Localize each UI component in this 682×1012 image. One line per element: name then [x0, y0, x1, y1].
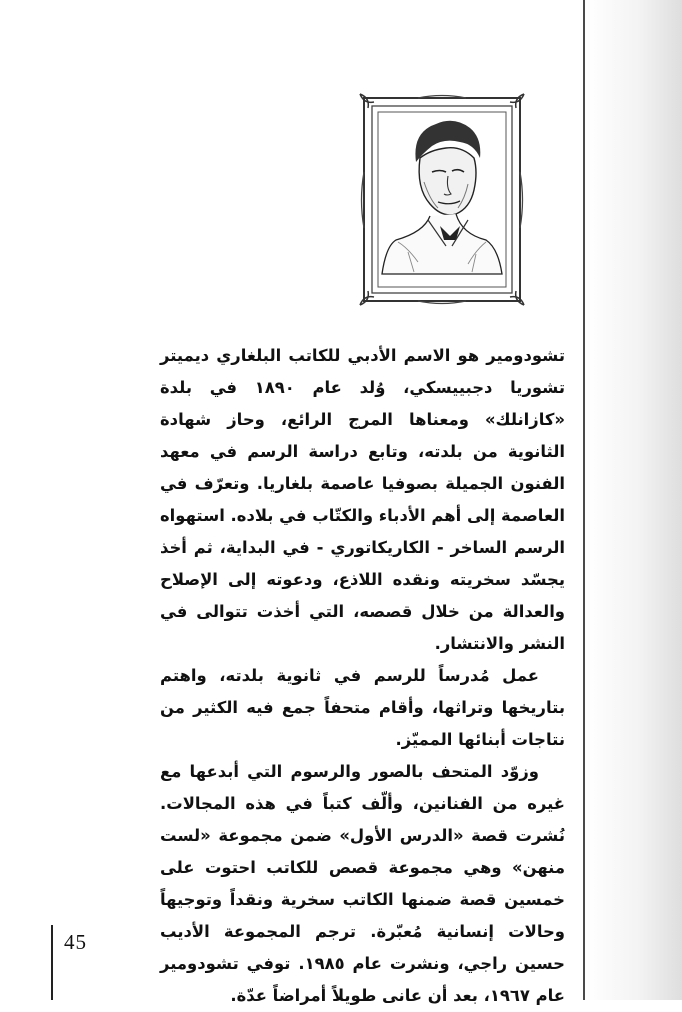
paragraph-3: وزوّد المتحف بالصور والرسوم التي أبدعها مع غيره من الفنانين، وألّف كتباً في هذه المجالات. نُشرت قصة «الدرس الأول» ضمن مجموعة «لست منهن» وهي مجموعة قصص للكاتب احتوت على خمسين قصة ضمنها الكاتب سخرية ونقداً وتوجيهاً وحالات إنسانية مُعبّرة. ترجم المجموعة الأديب حسين راجي، ونشرت عام ١٩٨٥. توفي تشودومير عام ١٩٦٧، بعد أن عانى طويلاً أمراضاً عدّة. — [160, 762, 565, 1005]
page-edge-shadow — [587, 0, 682, 1000]
paragraph-2: عمل مُدرساً للرسم في ثانوية بلدته، واهتم بتاريخها وتراثها، وأقام متحفاً جمع فيه الكثير من نتاجات أبنائها المميّز. — [160, 666, 565, 749]
page-number: 45 — [64, 930, 87, 954]
footer-rule — [51, 925, 53, 1000]
biography-text — [160, 340, 565, 1012]
paragraph-1: تشودومير هو الاسم الأدبي للكاتب البلغاري ديميتر تشوريا دجبييسكي، وُلد عام ١٨٩٠ في بلدة «كازانلك» ومعناها المرج الرائع، وحاز شهادة الثانوية من بلدته، وتابع دراسة الرسم في معهد الفنون الجميلة بصوفيا عاصمة بلغاريا. وتعرّف في العاصمة إلى أهم الأدباء والكتّاب في بلاده. استهواه الرسم الساخر - الكاريكاتوري - في البداية، ثم أخذ يجسّد سخريته ونقده اللاذع، ودعوته إلى الإصلاح والعدالة من خلال قصصه، التي أخذت تتوالى في النشر والانتشار. — [160, 346, 566, 653]
book-gutter-line — [583, 0, 585, 1000]
portrait-illustration — [358, 92, 526, 307]
framed-portrait-sketch-icon — [358, 92, 526, 307]
